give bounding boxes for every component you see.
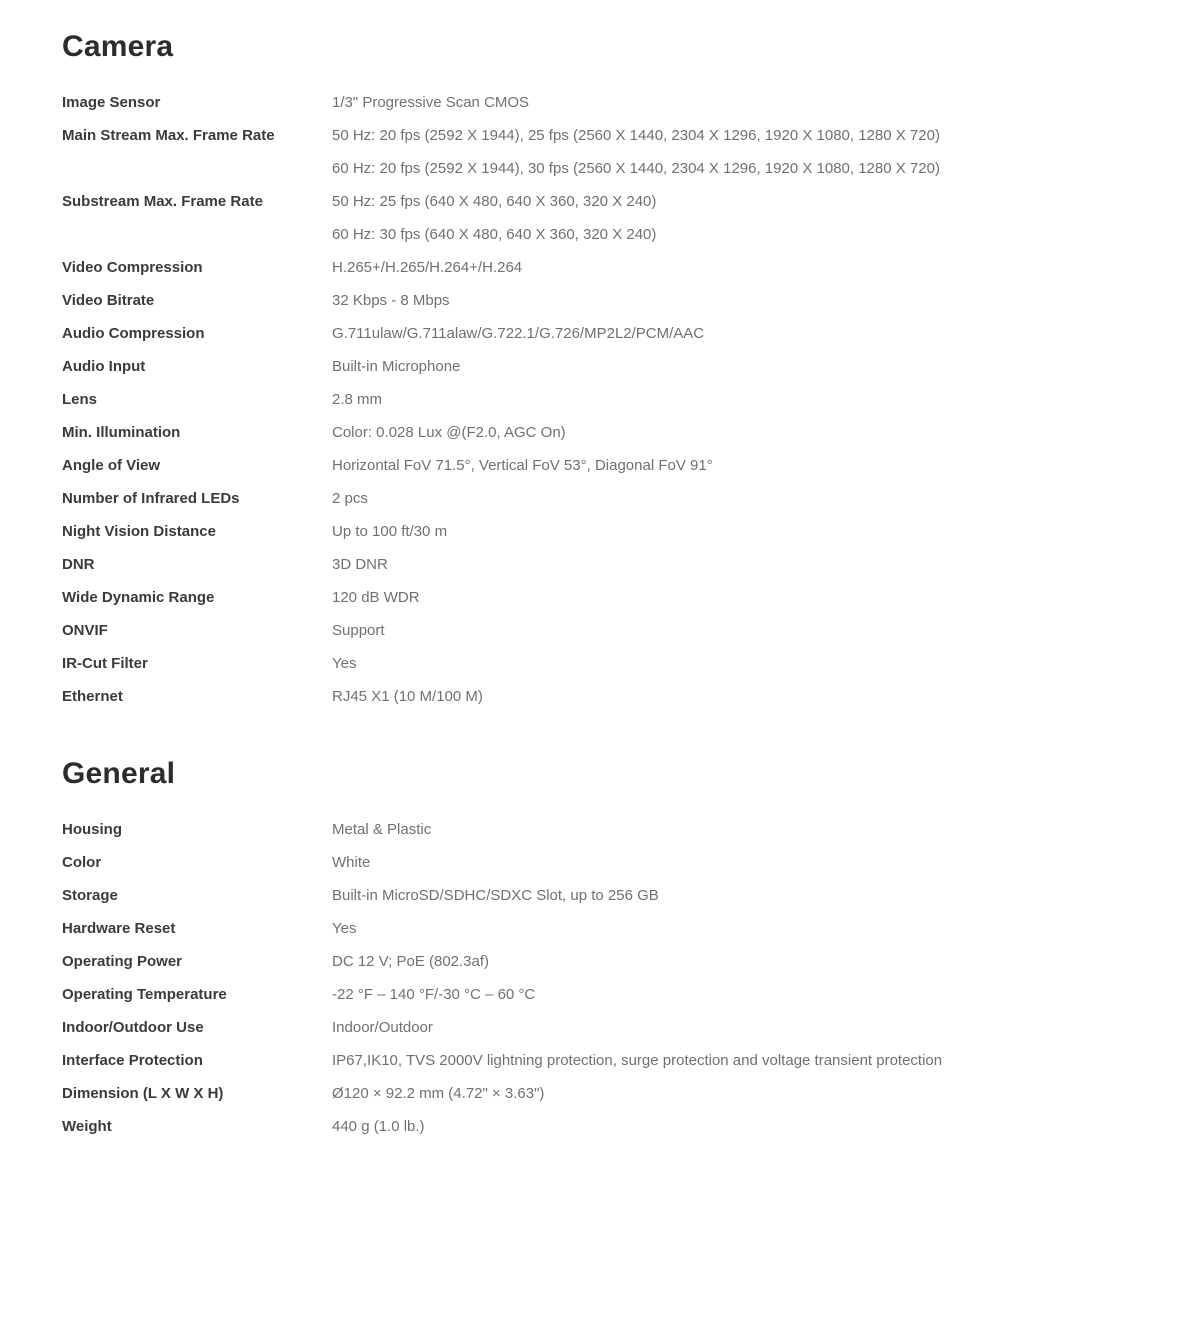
spec-value: 50 Hz: 20 fps (2592 X 1944), 25 fps (2560 X 1440, 2304 X 1296, 1920 X 1080, 1280 X 720)	[332, 127, 940, 144]
spec-values	[332, 1110, 1160, 1143]
spec-row	[62, 548, 1160, 581]
spec-label: Substream Max. Frame Rate	[62, 193, 263, 210]
spec-value: Metal & Plastic	[332, 821, 432, 838]
spec-row	[62, 515, 1160, 548]
spec-values	[332, 185, 1160, 251]
spec-value: White	[332, 854, 371, 871]
spec-value: Yes	[332, 920, 357, 937]
spec-row	[62, 350, 1160, 383]
spec-value: 32 Kbps - 8 Mbps	[332, 292, 450, 309]
spec-label: Number of Infrared LEDs	[62, 490, 240, 507]
spec-row	[62, 119, 1160, 185]
spec-label: Audio Compression	[62, 325, 205, 342]
spec-value: -22 °F – 140 °F/-30 °C – 60 °C	[332, 986, 536, 1003]
spec-values	[332, 846, 1160, 879]
spec-row	[62, 813, 1160, 846]
spec-label: ONVIF	[62, 622, 108, 639]
spec-values	[332, 251, 1160, 284]
section-title: General	[62, 757, 176, 790]
spec-label: DNR	[62, 556, 95, 573]
spec-value: Up to 100 ft/30 m	[332, 523, 448, 540]
spec-values	[332, 813, 1160, 846]
spec-value: Ø120 × 92.2 mm (4.72" × 3.63")	[332, 1085, 545, 1102]
spec-values	[332, 482, 1160, 515]
spec-value: Built-in MicroSD/SDHC/SDXC Slot, up to 256 GB	[332, 887, 659, 904]
spec-label: Color	[62, 854, 102, 871]
spec-values	[332, 515, 1160, 548]
spec-row	[62, 879, 1160, 912]
spec-values	[332, 581, 1160, 614]
spec-values	[332, 879, 1160, 912]
spec-value: 60 Hz: 30 fps (640 X 480, 640 X 360, 320 X 240)	[332, 226, 657, 243]
spec-label: Ethernet	[62, 688, 123, 705]
spec-values	[332, 119, 1160, 185]
spec-row	[62, 581, 1160, 614]
spec-values	[332, 317, 1160, 350]
spec-label: Indoor/Outdoor Use	[62, 1019, 204, 1036]
spec-value: RJ45 X1 (10 M/100 M)	[332, 688, 483, 705]
spec-value: 3D DNR	[332, 556, 388, 573]
spec-row	[62, 317, 1160, 350]
spec-label: Audio Input	[62, 358, 146, 375]
spec-row	[62, 978, 1160, 1011]
spec-values	[332, 647, 1160, 680]
spec-label: Weight	[62, 1118, 112, 1135]
section-title: Camera	[62, 30, 174, 63]
spec-label: Operating Temperature	[62, 986, 227, 1003]
spec-value: Support	[332, 622, 385, 639]
spec-value: 2.8 mm	[332, 391, 383, 408]
spec-values	[332, 86, 1160, 119]
spec-values	[332, 383, 1160, 416]
spec-values	[332, 614, 1160, 647]
spec-section	[62, 30, 1160, 713]
spec-label: Wide Dynamic Range	[62, 589, 215, 606]
spec-values	[332, 912, 1160, 945]
spec-label: Dimension (L X W X H)	[62, 1085, 224, 1102]
spec-value: Built-in Microphone	[332, 358, 461, 375]
spec-values	[332, 978, 1160, 1011]
spec-row	[62, 482, 1160, 515]
spec-values	[332, 449, 1160, 482]
spec-label: Night Vision Distance	[62, 523, 216, 540]
spec-values	[332, 416, 1160, 449]
spec-value: Horizontal FoV 71.5°, Vertical FoV 53°, Diagonal FoV 91°	[332, 457, 713, 474]
spec-row	[62, 284, 1160, 317]
spec-value: Color: 0.028 Lux @(F2.0, AGC On)	[332, 424, 566, 441]
spec-row	[62, 1077, 1160, 1110]
spec-row	[62, 614, 1160, 647]
spec-label: Video Bitrate	[62, 292, 155, 309]
spec-row	[62, 449, 1160, 482]
spec-row	[62, 1110, 1160, 1143]
spec-value: 60 Hz: 20 fps (2592 X 1944), 30 fps (2560 X 1440, 2304 X 1296, 1920 X 1080, 1280 X 720)	[332, 160, 940, 177]
spec-row	[62, 647, 1160, 680]
spec-values	[332, 1011, 1160, 1044]
spec-value: IP67,IK10, TVS 2000V lightning protection, surge protection and voltage transient protection	[332, 1052, 943, 1069]
spec-rows	[62, 86, 1160, 713]
spec-row	[62, 383, 1160, 416]
spec-values	[332, 350, 1160, 383]
spec-row	[62, 1044, 1160, 1077]
spec-value: 440 g (1.0 lb.)	[332, 1118, 425, 1135]
spec-label: Housing	[62, 821, 122, 838]
spec-value: G.711ulaw/G.711alaw/G.722.1/G.726/MP2L2/PCM/AAC	[332, 325, 705, 342]
spec-label: Operating Power	[62, 953, 183, 970]
spec-label: Interface Protection	[62, 1052, 203, 1069]
spec-label: Hardware Reset	[62, 920, 176, 937]
spec-row	[62, 185, 1160, 251]
spec-values	[332, 548, 1160, 581]
spec-label: Main Stream Max. Frame Rate	[62, 127, 275, 144]
spec-row	[62, 912, 1160, 945]
spec-label: Lens	[62, 391, 98, 408]
spec-section	[62, 757, 1160, 1143]
spec-label: Min. Illumination	[62, 424, 181, 441]
spec-values	[332, 1077, 1160, 1110]
spec-label: Video Compression	[62, 259, 203, 276]
spec-label: IR-Cut Filter	[62, 655, 148, 672]
spec-value: Indoor/Outdoor	[332, 1019, 433, 1036]
spec-values	[332, 1044, 1160, 1077]
spec-row	[62, 945, 1160, 978]
spec-row	[62, 86, 1160, 119]
spec-row	[62, 846, 1160, 879]
spec-value: 50 Hz: 25 fps (640 X 480, 640 X 360, 320 X 240)	[332, 193, 657, 210]
spec-row	[62, 251, 1160, 284]
spec-values	[332, 284, 1160, 317]
spec-rows	[62, 813, 1160, 1143]
spec-row	[62, 416, 1160, 449]
spec-label: Angle of View	[62, 457, 161, 474]
spec-value: 120 dB WDR	[332, 589, 420, 606]
spec-label: Image Sensor	[62, 94, 161, 111]
spec-value: 1/3" Progressive Scan CMOS	[332, 94, 530, 111]
spec-value: Yes	[332, 655, 357, 672]
spec-row	[62, 1011, 1160, 1044]
spec-values	[332, 680, 1160, 713]
spec-value: 2 pcs	[332, 490, 368, 507]
spec-row	[62, 680, 1160, 713]
spec-label: Storage	[62, 887, 118, 904]
spec-values	[332, 945, 1160, 978]
spec-value: H.265+/H.265/H.264+/H.264	[332, 259, 523, 276]
spec-value: DC 12 V; PoE (802.3af)	[332, 953, 490, 970]
